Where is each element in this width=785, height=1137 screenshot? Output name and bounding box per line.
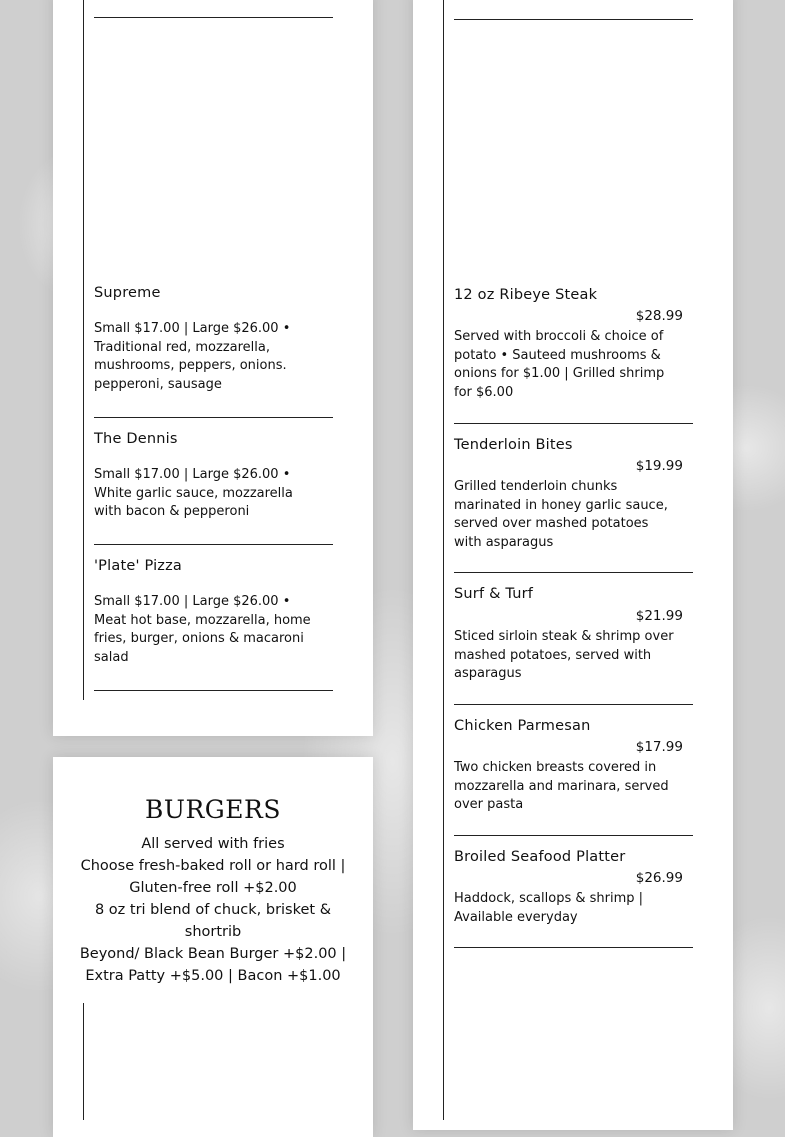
menu-item [94,558,319,667]
item-name: Chicken Parmesan [454,718,591,734]
note-line: Choose fresh-baked roll or hard roll | Gluten-free roll +$2.00 [80,858,346,896]
item-price: $19.99 [635,458,683,474]
item-name: Broiled Seafood Platter [454,849,626,865]
item-description: Small $17.00 | Large $26.00 • Meat hot base, mozzarella, home fries, burger, onions & macaroni salad [94,594,311,665]
entrees-vertical-rule [443,0,444,1120]
entrees-divider [454,423,693,424]
menu-item [454,718,683,815]
note-line: Beyond/ Black Bean Burger +$2.00 | Extra Patty +$5.00 | Bacon +$1.00 [79,946,347,984]
pizza-divider [94,17,333,18]
pizza-divider [94,690,333,691]
note-line: 8 oz tri blend of chuck, brisket & shortrib [94,902,332,940]
menu-item [454,287,683,402]
item-name: Surf & Turf [454,586,534,602]
menu-item [454,437,683,552]
pizza-divider [94,417,333,418]
item-price: $17.99 [635,739,683,755]
item-price: $26.99 [635,870,683,886]
item-description: Small $17.00 | Large $26.00 • White garlic sauce, mozzarella with bacon & pepperoni [94,467,293,520]
item-description: Two chicken breasts covered in mozzarella and marinara, served over pasta [454,760,669,813]
section-notes [78,833,348,987]
item-price: $21.99 [635,608,683,624]
item-description: Grilled tenderloin chunks marinated in honey garlic sauce, served over mashed potatoes with asparagus [454,479,668,550]
item-description: Small $17.00 | Large $26.00 • Traditional red, mozzarella, mushrooms, peppers, onions. pepperoni, sausage [94,321,291,392]
entrees-divider [454,19,693,20]
entrees-divider [454,704,693,705]
item-name: 12 oz Ribeye Steak [454,287,598,303]
item-description: Served with broccoli & choice of potato • Sauteed mushrooms & onions for $1.00 | Grilled shrimp for $6.00 [454,329,665,400]
entrees-card [413,0,733,1130]
menu-item [94,285,319,394]
item-name: Tenderloin Bites [454,437,573,453]
pizza-divider [94,544,333,545]
pizza-vertical-rule [83,0,84,700]
item-name: 'Plate' Pizza [94,558,183,574]
note-line: All served with fries [141,836,285,852]
entrees-divider [454,835,693,836]
entrees-divider [454,947,693,948]
item-price: $28.99 [635,308,683,324]
item-description: Sticed sirloin steak & shrimp over mashed potatoes, served with asparagus [454,629,674,682]
menu-item [454,849,683,927]
burgers-vertical-rule [83,1003,84,1120]
item-name: The Dennis [94,431,178,447]
menu-item [94,431,319,522]
item-description: Haddock, scallops & shrimp | Available everyday [454,891,644,925]
item-name: Supreme [94,285,161,301]
section-title: BURGERS [145,795,281,824]
entrees-divider [454,572,693,573]
menu-item [454,586,683,684]
